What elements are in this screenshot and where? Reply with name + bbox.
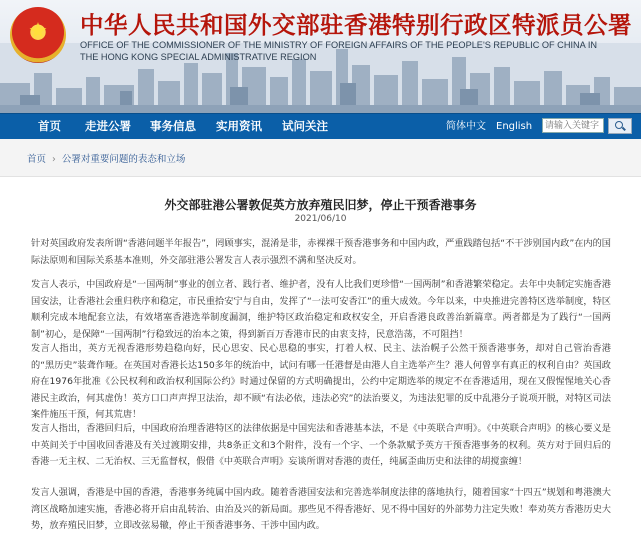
nav-item-home[interactable]: 首页 [38, 119, 61, 133]
lang-en-link[interactable]: English [496, 121, 533, 132]
header-banner [0, 0, 641, 113]
breadcrumb-current-link[interactable]: 公署对重要问题的表态和立场 [61, 154, 186, 165]
site-title-en-line2: THE HONG KONG SPECIAL ADMINISTRATIVE REGION [80, 52, 317, 62]
breadcrumb-separator: › [52, 154, 56, 165]
article-paragraph: 发言人表示，中国政府是“一国两制”事业的创立者、践行者、维护者，没有人比我们更珍惜“一国两制”和香港繁荣稳定。去年中央制定实施香港国安法，让香港社会重归秩序和稳定，市民重拾安宁与自由，发挥了“一法可安香江”的重大成效。今年以来，中央推进完善特区选举制度，特区顺利完成本地配套立法，有效堵塞香港选举制度漏洞，维护特区政治稳定和政权安全，开启香港良政善治新篇章。两者都是为了践行“一国两制”初心，是保障“一国两制”行稳致远的治本之策，得到新百万香港市民的由衷支持，民意浩荡，不可阻挡！ [31, 279, 611, 340]
nav-item-info[interactable]: 实用资讯 [216, 119, 262, 133]
site-title-en [80, 39, 597, 63]
article-title: 外交部驻港公署敦促英方放弃殖民旧梦，停止干预香港事务 [164, 198, 477, 212]
nav-item-about[interactable]: 走进公署 [85, 119, 131, 133]
site-title-zh: 中华人民共和国外交部驻香港特别行政区特派员公署 [80, 11, 632, 39]
breadcrumb [0, 139, 641, 177]
breadcrumb-trail [27, 151, 185, 165]
nav-item-focus[interactable]: 试问关注 [282, 119, 328, 133]
article-paragraph: 发言人指出，英方无视香港形势趋稳向好，民心思安、民心思稳的事实，打着人权、民主、法治幌子公然干预香港事务，却对自己管治香港的“黑历史”装聋作哑。在英国对香港长达150多年的统治中，试问有哪一任港督是由港人自主选举产生？港人何曾享有真正的权利自由？英国政府在1976年批准《公民权利和政治权利国际公约》时通过保留的方式明确提出，公约中定期选举的规定不在香港适用，现在又假惺惺地关心香港民主政治，何其虚伪！英方口口声声捍卫法治，却不顾“有法必依，违法必究”的法治要义，为违法犯罪的反中乱港分子说项开脱，对特区司法案件施压干预，何其荒唐！ [31, 343, 611, 421]
article-paragraph: 发言人强调，香港是中国的香港，香港事务纯属中国内政。随着香港国安法和完善选举制度法律的落地执行，随着国家“十四五”规划和粤港澳大湾区战略加速实施，香港必将开启由乱转治、由治及兴的新局面。那些见不得香港好、见不得中国好的外部势力注定失败！奉劝英方香港历史大势，放弃殖民旧梦，立即改弦易辙，停止干预香港事务、干涉中国内政。 [31, 487, 611, 532]
main-nav [0, 113, 641, 139]
national-emblem-logo: ★ [10, 7, 66, 63]
site-title-en-line1: OFFICE OF THE COMMISSIONER OF THE MINISTRY OF FOREIGN AFFAIRS OF THE PEOPLE'S REPUBLIC OF CHINA IN [80, 40, 598, 50]
lang-zh-link[interactable]: 简体中文 [446, 121, 486, 132]
nav-item-affairs[interactable]: 事务信息 [150, 119, 196, 133]
search-button[interactable] [608, 118, 632, 134]
article-date: 2021/06/10 [294, 214, 347, 224]
search-input[interactable] [542, 118, 604, 133]
article-paragraph: 针对英国政府发表所谓“香港问题半年报告”，罔顾事实，混淆是非，赤裸裸干预香港事务和中国内政，严重践踏包括“不干涉别国内政”在内的国际法原则和国际关系基本准则，外交部驻港公署发言人表示强烈不满和坚决反对。 [31, 238, 611, 266]
article-paragraph: 发言人指出，香港回归后，中国政府治理香港特区的法律依据是中国宪法和香港基本法，不是《中英联合声明》。《中英联合声明》的核心要义是中英间关于中国收回香港及有关过渡期安排，共8条正文和3个附件，没有一个字、一个条款赋予英方干预香港事务的权利。英方对于回归后的香港一无主权、二无治权、三无监督权，假借《中英联合声明》妄谈所谓对香港的责任，纯属歪曲历史和法律的胡搅蛮缠！ [31, 423, 611, 468]
breadcrumb-home-link[interactable]: 首页 [27, 154, 47, 165]
